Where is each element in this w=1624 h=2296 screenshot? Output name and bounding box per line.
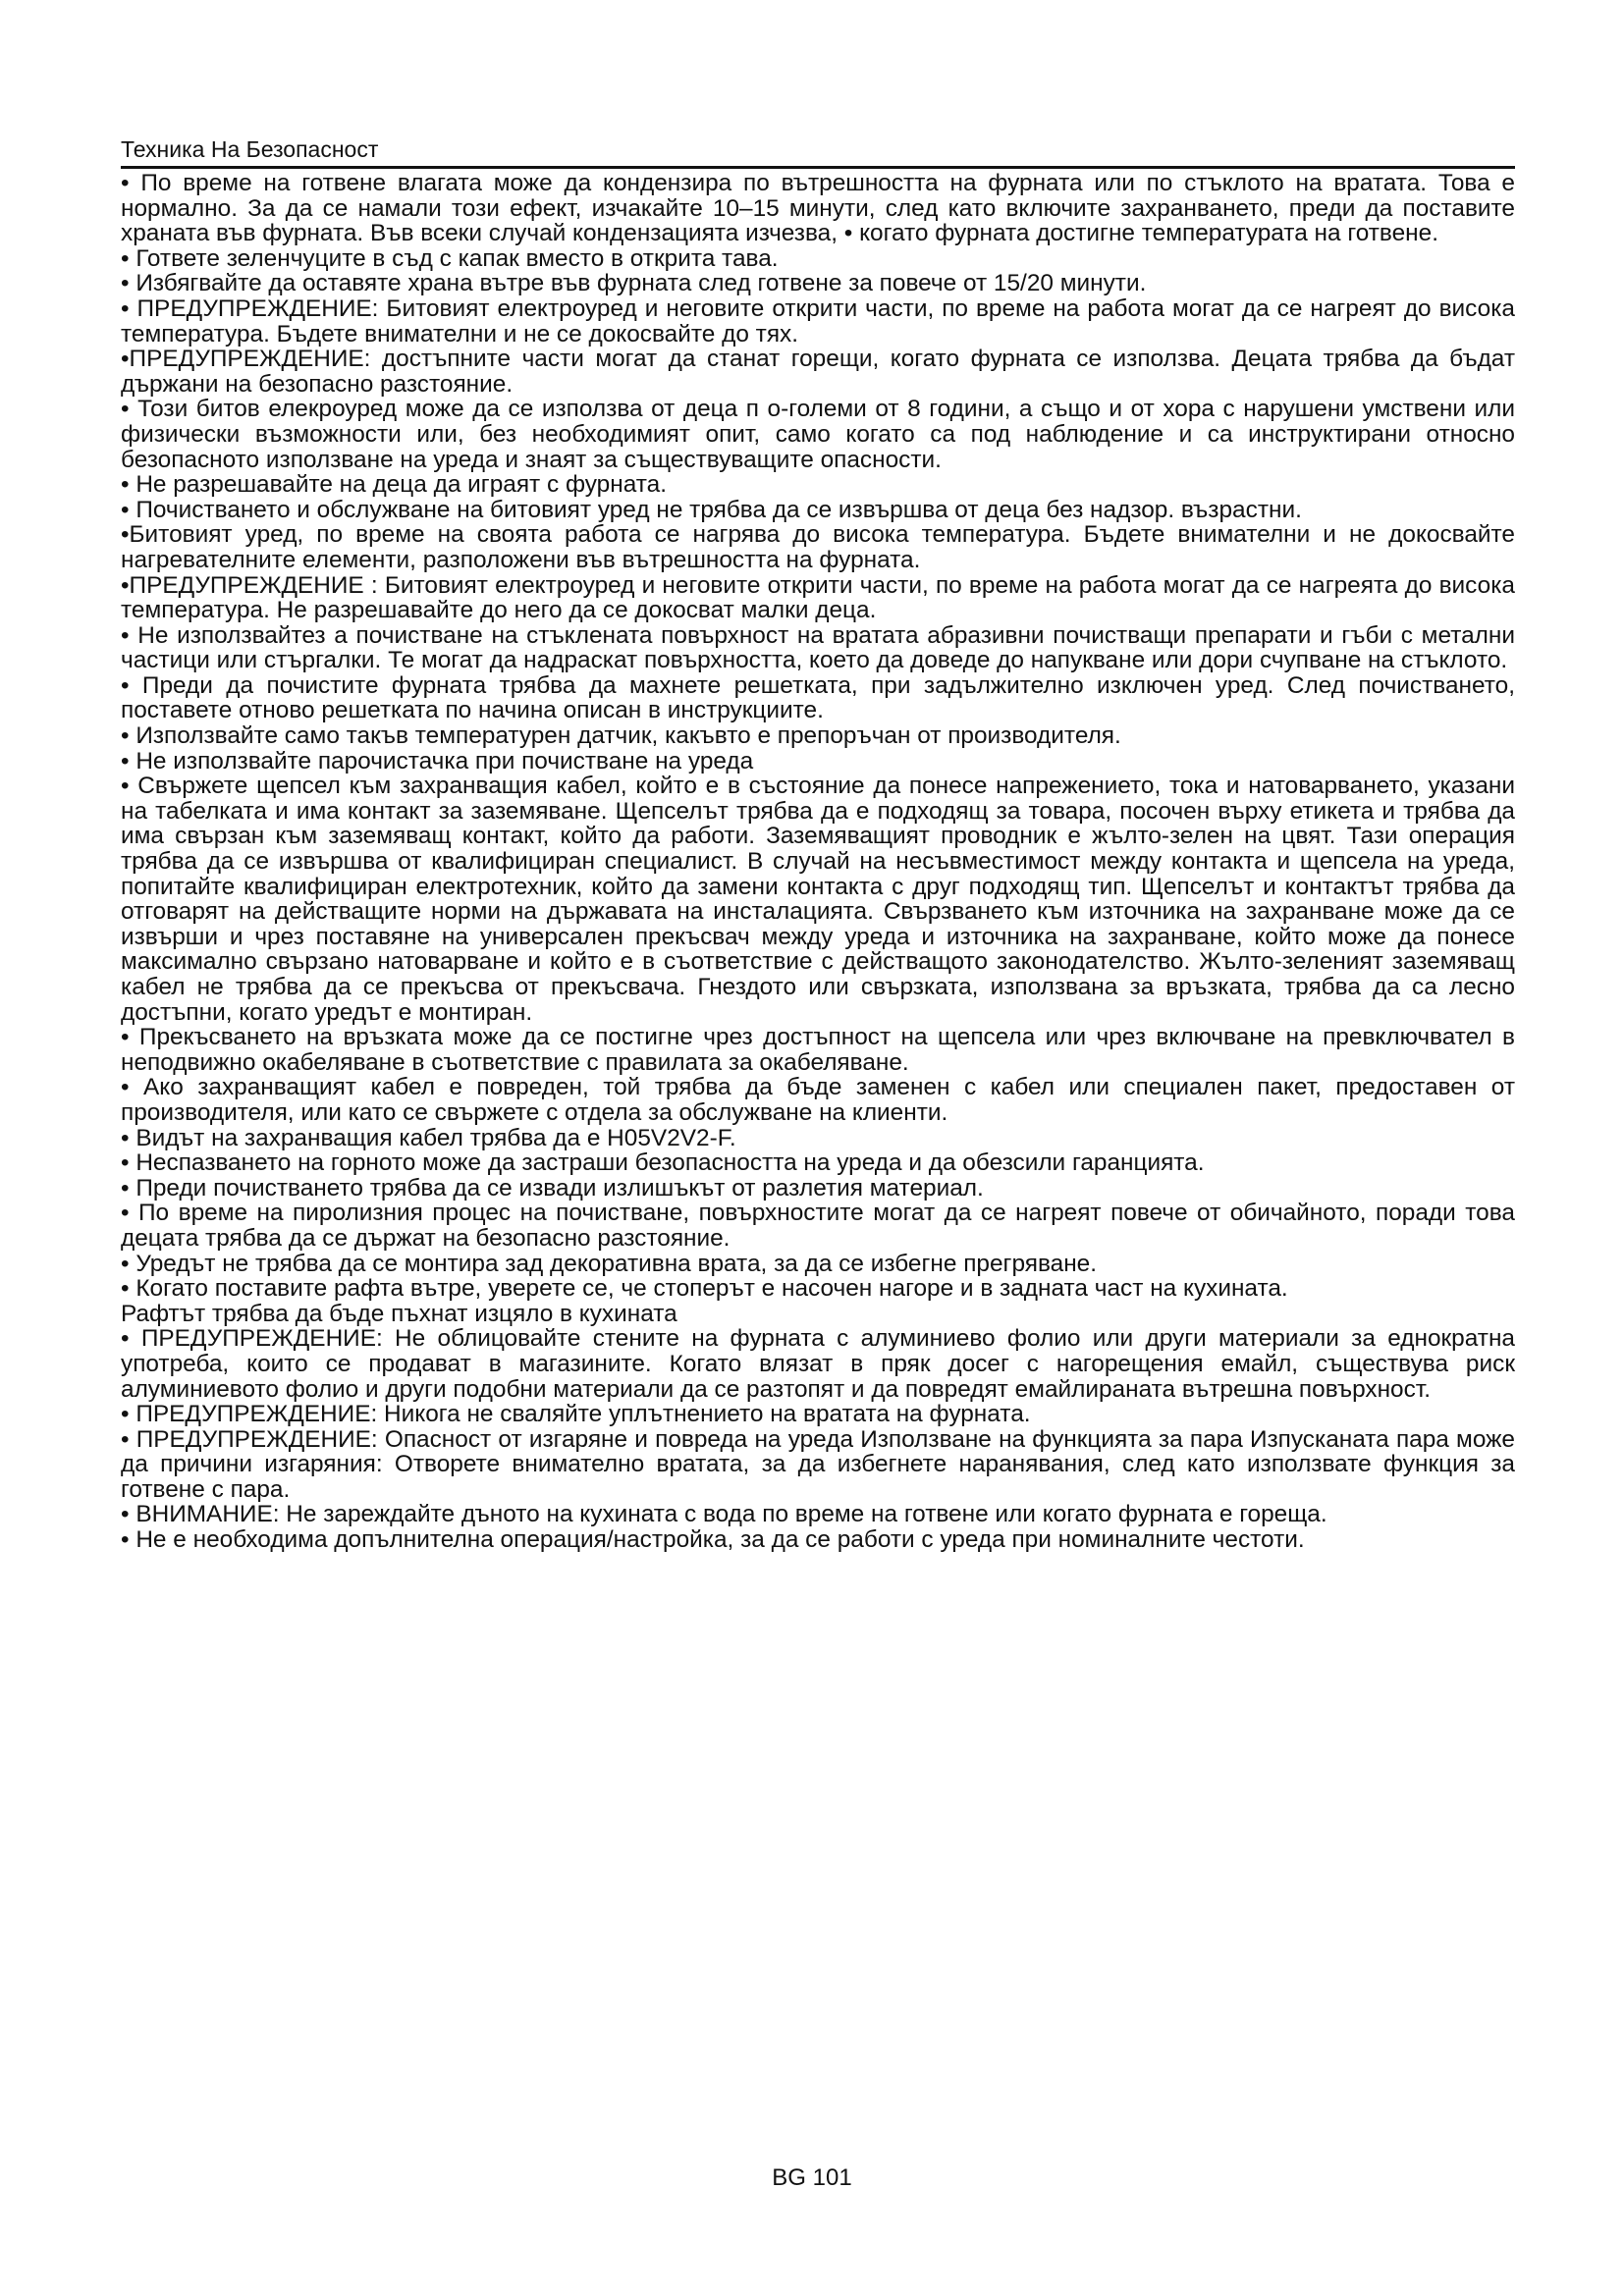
paragraph: • Не е необходима допълнителна операция/настройка, за да се работи с уреда при номиналните честоти. bbox=[121, 1526, 1305, 1554]
paragraph: • Гответе зеленчуците в съд с капак вместо в открита тава. bbox=[121, 244, 779, 272]
paragraph: •ПРЕДУПРЕЖДЕНИЕ : Битовият електроуред и неговите открити части, по време на работа могат да се нагреята до висока температура. Не разрешавайте до него да се докосват малки деца. bbox=[121, 571, 1515, 624]
paragraph: • Ако захранващият кабел е повреден, той трябва да бъде заменен с кабел или специален пакет, предоставен от производителя, или като се свържете с отдела за обслужване на клиенти. bbox=[121, 1074, 1515, 1126]
section-title: Техника На Безопасност bbox=[121, 136, 379, 162]
document-page bbox=[121, 135, 1515, 1553]
paragraph: • ПРЕДУПРЕЖДЕНИЕ: Не облицовайте стените на фурната с алуминиево фолио или други материали за еднократна употреба, които се продават в магазините. Когато влязат в пряк досег с нагорещения емайл, съществува риск алуминиевото фолио и други подобни материали да се разтопят и да повредят емайлираната вътрешна повърхност. bbox=[121, 1325, 1515, 1403]
paragraph: • Свържете щепсел към захранващия кабел, който е в състояние да понесе напрежението, тока и натоварването, указани на табелката и има контакт за заземяване. Щепселът трябва да е подходящ за товара, посочен върху етикета и трябва да има свързан към заземяващ контакт, който да работи. Заземяващият проводник е жълто-зелен на цвят. Тази операция трябва да се извършва от квалифициран специалист. В случай на несъвместимост между контакта и щепсела на уреда, попитайте квалифициран електротехник, който да замени контакта с друг подходящ тип. Щепселът и контактът трябва да отговарят на действащите норми на държавата на инсталацията. Свързването към източника на захранване може да се извърши и чрез поставяне на универсален прекъсвач между уреда и източника на захранване, който може да понесе максимално свързано натоварване и който е в съответствие с действащото законодателство. Жълто-зеленият заземяващ кабел не трябва да се прекъсва от прекъсвача. Гнездото или свързката, използвана за връзката, трябва да са лесно достъпни, когато уредът е монтиран. bbox=[121, 773, 1515, 1026]
paragraph: • Не използвайтез а почистване на стъклената повърхност на вратата абразивни почистващи препарати и гъби с метални частици или стъргалки. Те могат да надраскат повърхността, което да доведе до напукване или дори счупване на стъклото. bbox=[121, 621, 1515, 674]
paragraph: • Този битов елекроуред може да се използва от деца п о-големи от 8 години, а също и от хора с нарушени умствени или физически възможности или, без необходимият опит, само когато са под наблюдение и са инструктирани относно безопасното използване на уреда и знаят за съществуващите опасности. bbox=[121, 396, 1515, 473]
paragraph: • ПРЕДУПРЕЖДЕНИЕ: Никога не сваляйте уплътнението на вратата на фурната. bbox=[121, 1401, 1031, 1428]
paragraph: • Прекъсването на връзката може да се постигне чрез достъпност на щепсела или чрез включване на превключвател в неподвижно окабеляване в съответствие с правилата за окабеляване. bbox=[121, 1024, 1515, 1076]
safety-text-body bbox=[121, 171, 1515, 1553]
paragraph: • Преди почистването трябва да се извади излишъкът от разлетия материал. bbox=[121, 1174, 984, 1201]
paragraph: Рафтът трябва да бъде пъхнат изцяло в кухината bbox=[121, 1300, 677, 1327]
paragraph: • Неспазването на горното може да застраши безопасността на уреда и да обезсили гаранцията. bbox=[121, 1149, 1205, 1177]
header-rule bbox=[121, 166, 1515, 169]
paragraph: • Уредът не трябва да се монтира зад декоративна врата, за да се избегне прегряване. bbox=[121, 1250, 1097, 1277]
paragraph: • По време на пиролизния процес на почистване, повърхностите могат да се нагреят повече от обичайното, поради това децата трябва да се държат на безопасно разстояние. bbox=[121, 1200, 1515, 1252]
paragraph: • ПРЕДУПРЕЖДЕНИЕ: Опасност от изгаряне и повреда на уреда Използване на функцията за пара Изпусканата пара може да причини изгаряния: Отворете внимателно вратата, за да избегнете наранявания, след като използвате функция за готвене с пара. bbox=[121, 1425, 1515, 1503]
paragraph: •Битовият уред, по време на своята работа се нагрява до висока температура. Бъдете внимателни и не докосвайте нагревателните елементи, разположени във вътрешността на фурната. bbox=[121, 521, 1515, 573]
paragraph: • ВНИМАНИЕ: Не зареждайте дъното на кухината с вода по време на готвене или когато фурната е гореща. bbox=[121, 1501, 1327, 1528]
paragraph: • Когато поставите рафта вътре, уверете се, че стоперът е насочен нагоре и в задната част на кухината. bbox=[121, 1275, 1288, 1303]
paragraph: • ПРЕДУПРЕЖДЕНИЕ: Битовият електроуред и неговите открити части, по време на работа могат да се нагреят до висока температура. Бъдете внимателни и не се докосвайте до тях. bbox=[121, 294, 1515, 347]
paragraph: • Не разрешавайте на деца да играят с фурната. bbox=[121, 471, 667, 499]
paragraph: • Използвайте само такъв температурен датчик, какъвто е препоръчан от производителя. bbox=[121, 722, 1121, 750]
paragraph: • Преди да почистите фурната трябва да махнете решетката, при задължително изключен уред. След почистването, поставете отново решетката по начина описан в инструкциите. bbox=[121, 671, 1515, 724]
paragraph: •ПРЕДУПРЕЖДЕНИЕ: достъпните части могат да станат горещи, когато фурната се използва. Децата трябва да бъдат държани на безопасно разстояние. bbox=[121, 346, 1515, 398]
paragraph: • Избягвайте да оставяте храна вътре във фурната след готвене за повече от 15/20 минути. bbox=[121, 270, 1147, 297]
paragraph: • Видът на захранващия кабел трябва да е H05V2V2-F. bbox=[121, 1124, 736, 1151]
paragraph: • По време на готвене влагата може да кондензира по вътрешността на фурната или по стъклото на вратата. Това е нормално. За да се намали този ефект, изчакайте 10–15 минути, след като включите захранването, преди да поставите храната във фурната. Във всеки случай кондензацията изчезва, • когато фурната достигне температурата на готвене. bbox=[121, 170, 1515, 247]
paragraph: • Не използвайте парочистачка при почистване на уреда bbox=[121, 747, 754, 774]
paragraph: • Почистването и обслужване на битовият уред не трябва да се извършва от деца без надзор. възрастни. bbox=[121, 496, 1302, 523]
page-number: BG 101 bbox=[772, 2164, 852, 2191]
